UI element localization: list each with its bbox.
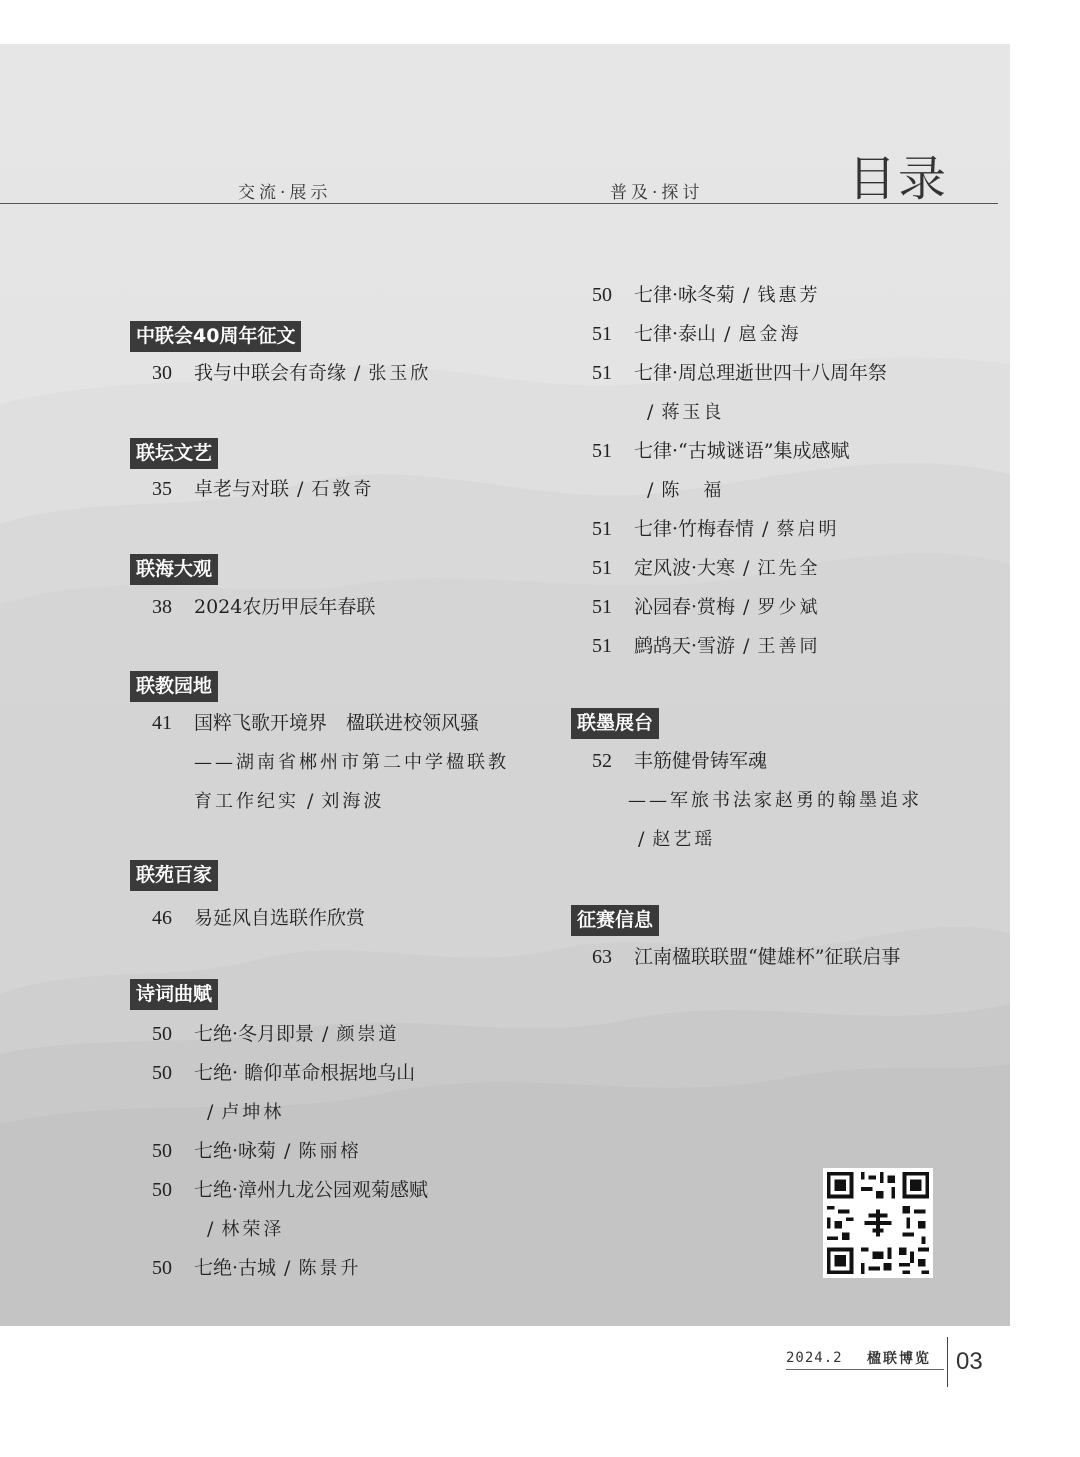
page-number: 35 [152,478,172,500]
toc-entry[interactable]: 51 鹧鸪天·雪游 / 王善同 [592,627,887,666]
entry-title: 丰筋健骨铸军魂 [634,750,768,772]
toc-entry[interactable]: 30 我与中联会有奇缘 / 张玉欣 [152,354,431,393]
toc-entry[interactable]: 50 七绝·咏菊 / 陈丽榕 [152,1132,428,1171]
toc-entry[interactable]: 50 七绝·冬月即景 / 颜崇道 [152,1015,428,1054]
section-lianjiao [130,671,218,702]
section-tag: 诗词曲赋 [130,979,218,1010]
section-zhengsai [571,905,659,936]
entry-author: 罗少斌 [757,597,821,618]
page-number: 50 [152,1257,172,1279]
toc-entry[interactable]: 51 定风波·大寒 / 江先全 [592,549,887,588]
entry-author: 石敦奇 [311,479,375,500]
footer-rule [786,1369,944,1370]
page-number: 41 [152,712,172,734]
entry-title: 七绝·咏菊 [194,1140,277,1162]
toc-entry[interactable]: 35 卓老与对联 / 石敦奇 [152,470,374,509]
page-number: 50 [152,1023,172,1045]
toc-list-shici [152,1015,428,1288]
toc-entry[interactable]: 51 七律·竹梅春情 / 蔡启明 [592,510,887,549]
section-shici [130,979,218,1010]
entry-title: 鹧鸪天·雪游 [634,635,736,657]
entry-title: 国粹飞歌开境界 楹联进校领风骚 [194,712,480,734]
page-number: 51 [592,557,612,579]
page-number-footer: 03 [956,1348,983,1375]
page-number: 51 [592,596,612,618]
entry-title: 易延风自选联作欣赏 [194,907,366,929]
entry-title: 定风波·大寒 [634,557,736,579]
entry-title: 卓老与对联 [194,478,290,500]
page-number: 63 [592,946,612,968]
page-number: 51 [592,635,612,657]
page-number: 30 [152,362,172,384]
entry-title: 七绝·漳州九龙公园观菊感赋 [194,1179,429,1201]
page-number: 50 [152,1179,172,1201]
toc-entry[interactable]: 41 国粹飞歌开境界 楹联进校领风骚 ——湖南省郴州市第二中学楹联教 育工作纪实 / 刘海波 [152,704,509,821]
toc-entry[interactable] [152,899,365,938]
entry-title: 七律·“古城谜语”集成感赋 [634,440,850,462]
toc-entry[interactable] [152,588,375,627]
entry-author: 蔡启明 [776,519,840,540]
section-tag: 联苑百家 [130,860,218,891]
entry-author: 颜崇道 [336,1024,400,1045]
entry-subtitle: ——军旅书法家赵勇的翰墨追求 [628,790,922,811]
entry-author: 林荣泽 [221,1219,285,1240]
entry-subtitle-cont: 育工作纪实 [194,791,299,812]
entry-author: 蒋玉良 [661,402,725,423]
entry-title: 七律·周总理逝世四十八周年祭 [634,362,888,384]
section-liantan [130,438,218,469]
header-left-label: 交流·展示 [238,183,332,203]
entry-author: 扈金海 [738,324,802,345]
toc-entry-author-line: / 卢坤林 [207,1101,285,1123]
entry-title: 七律·竹梅春情 [634,518,755,540]
header-middle-label: 普及·探讨 [610,183,704,203]
qr-code-icon [823,1168,933,1278]
section-tag: 征赛信息 [571,905,659,936]
entry-title: 七绝·古城 [194,1257,277,1279]
page-title: 目录 [848,151,949,207]
entry-subtitle: ——湖南省郴州市第二中学楹联教 [194,752,509,773]
section-tag: 中联会40周年征文 [130,321,301,352]
section-lianyuan [130,860,218,891]
toc-entry[interactable] [152,1171,428,1210]
entry-title: 沁园春·赏梅 [634,596,736,618]
toc-entry-author-line: / 林荣泽 [207,1218,285,1240]
section-lianhai [130,554,218,585]
entry-title: 七律·泰山 [634,323,717,345]
footer-divider [947,1337,948,1387]
magazine-name: 楹联博览 [867,1351,931,1367]
toc-entry-author-line: / 蒋玉良 [647,401,725,423]
entry-author: 陈景升 [298,1258,362,1279]
entry-title: 七律·咏冬菊 [634,284,736,306]
entry-author: 赵艺瑶 [652,829,716,850]
entry-title: 江南楹联联盟“健雄杯”征联启事 [634,946,901,968]
toc-entry[interactable] [592,938,900,977]
toc-entry[interactable] [152,1054,428,1093]
section-tag: 联教园地 [130,671,218,702]
toc-entry-author-line: / 陈 福 [647,479,725,501]
toc-entry[interactable] [592,432,887,471]
toc-entry[interactable]: 51 七律·泰山 / 扈金海 [592,315,887,354]
page-number: 46 [152,907,172,929]
section-zhonglianhui [130,321,301,352]
section-tag: 联墨展台 [571,708,659,739]
entry-title: 七绝· 瞻仰革命根据地乌山 [194,1062,416,1084]
entry-title: 我与中联会有奇缘 [194,362,347,384]
entry-author: 江先全 [757,558,821,579]
toc-list-poems [592,276,887,666]
page-number: 38 [152,596,172,618]
entry-author: 王善同 [757,636,821,657]
toc-entry[interactable]: 50 七绝·古城 / 陈景升 [152,1249,428,1288]
section-tag: 联坛文艺 [130,438,218,469]
toc-entry[interactable]: 50 七律·咏冬菊 / 钱惠芳 [592,276,887,315]
page-number: 51 [592,362,612,384]
page-number: 51 [592,440,612,462]
page-number: 50 [152,1140,172,1162]
toc-entry[interactable]: 51 沁园春·赏梅 / 罗少斌 [592,588,887,627]
page-number: 52 [592,750,612,772]
section-tag: 联海大观 [130,554,218,585]
entry-author: 陈丽榕 [298,1141,362,1162]
entry-author: 钱惠芳 [757,285,821,306]
toc-entry[interactable] [592,354,887,393]
page-number: 51 [592,323,612,345]
section-lianmo [571,708,659,739]
entry-author: 刘海波 [321,791,385,812]
entry-author: 卢坤林 [221,1102,285,1123]
entry-author: 陈 福 [661,480,725,501]
entry-title: 2024农历甲辰年春联 [194,596,376,618]
page-number: 50 [592,284,612,306]
page-number: 51 [592,518,612,540]
toc-entry[interactable]: 52 丰筋健骨铸军魂 ——军旅书法家赵勇的翰墨追求 / 赵艺瑶 [592,742,922,859]
entry-author: 张玉欣 [368,363,432,384]
entry-title: 七绝·冬月即景 [194,1023,315,1045]
issue-date: 2024.2 [786,1350,843,1366]
page-number: 50 [152,1062,172,1084]
